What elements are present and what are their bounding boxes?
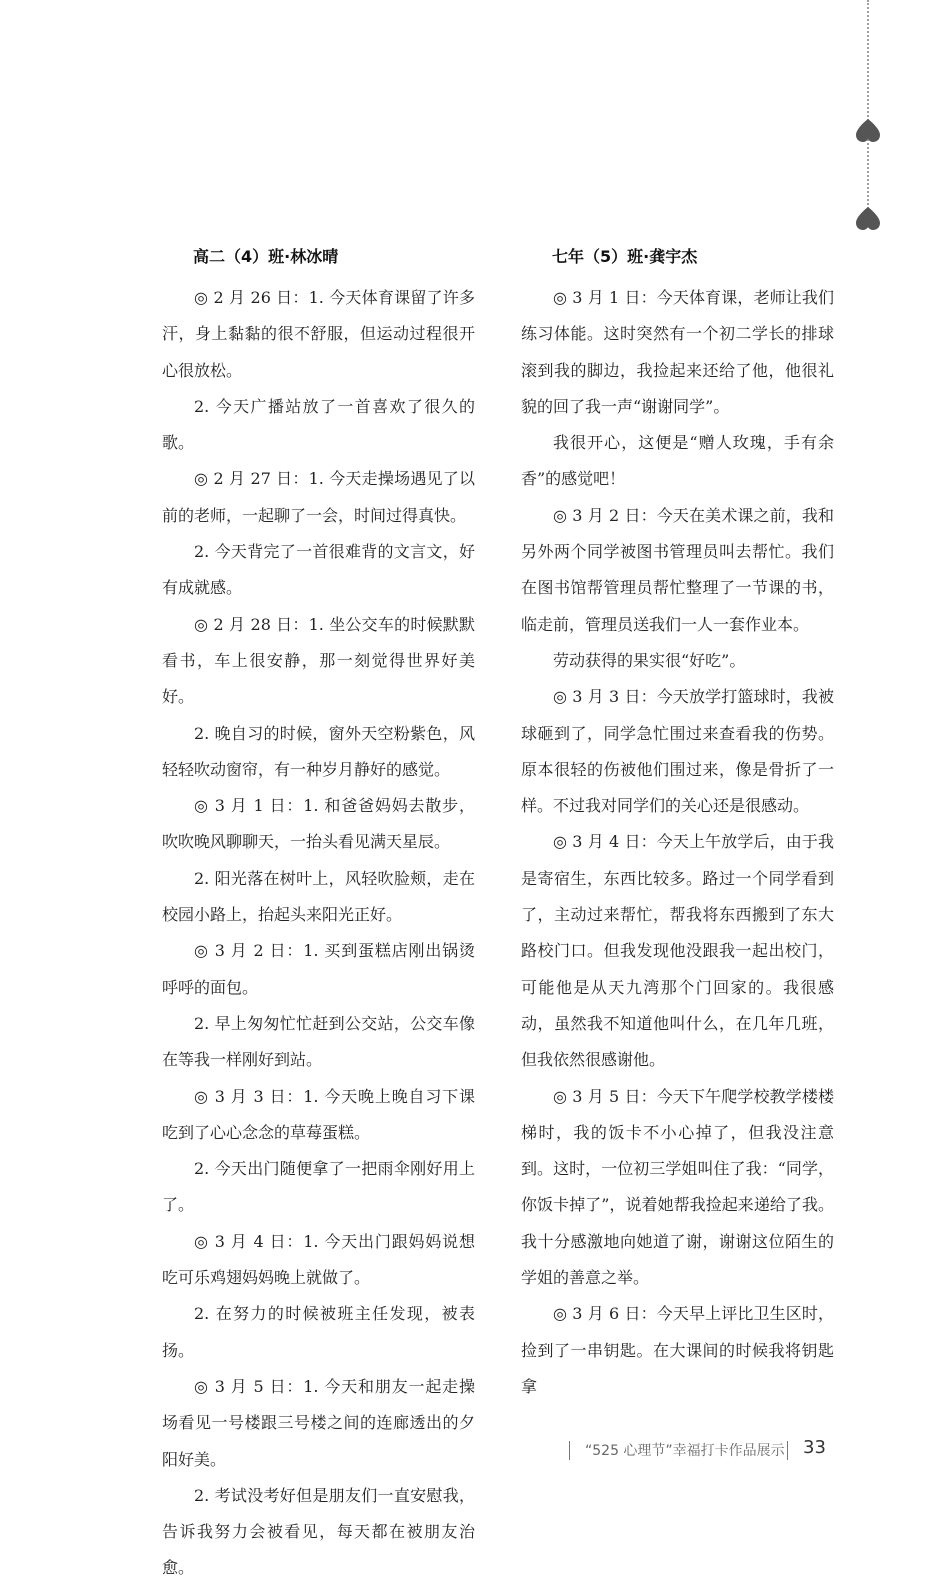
- diary-paragraph: ◎ 3 月 3 日：今天放学打篮球时，我被球砸到了，同学急忙围过来查看我的伤势。原本很轻的伤被他们围过来，像是骨折了一样。不过我对同学们的关心还是很感动。: [521, 687, 834, 816]
- diary-paragraph: 2. 今天广播站放了一首喜欢了很久的歌。: [162, 396, 475, 453]
- diary-paragraph: ◎ 3 月 3 日：1. 今天晚上晚自习下课吃到了心心念念的草莓蛋糕。: [162, 1086, 475, 1142]
- diary-paragraph: ◎ 2 月 28 日：1. 坐公交车的时候默默看书，车上很安静，那一刻觉得世界好美好。: [162, 614, 475, 707]
- footer-divider: [787, 1441, 788, 1460]
- diary-paragraph: ◎ 2 月 26 日：1. 今天体育课留了许多汗，身上黏黏的很不舒服，但运动过程很开心很放松。: [162, 288, 475, 380]
- diary-paragraph: ◎ 3 月 1 日：今天体育课，老师让我们练习体能。这时突然有一个初二学长的排球滚到我的脚边，我捡起来还给了他，他很礼貌的回了我一声“谢谢同学”。: [521, 288, 834, 416]
- decorative-dotted-line: [867, 0, 869, 228]
- diary-paragraph: ◎ 3 月 5 日：今天下午爬学校教学楼楼梯时，我的饭卡不小心掉了，但我没注意到。这时，一位初三学姐叫住了我：“同学，你饭卡掉了”，说着她帮我捡起来递给了我。我十分感激地向她道了谢，谢谢这位陌生的学姐的善意之举。: [521, 1086, 834, 1288]
- diary-paragraph: ◎ 3 月 1 日：1. 和爸爸妈妈去散步，吹吹晚风聊聊天，一抬头看见满天星辰。: [162, 796, 475, 852]
- footer-divider: [569, 1441, 570, 1460]
- diary-paragraph: ◎ 3 月 6 日：今天早上评比卫生区时，捡到了一串钥匙。在大课间的时候我将钥匙拿: [521, 1304, 834, 1396]
- page-footer: [565, 1436, 835, 1464]
- page-number: 33: [803, 1437, 826, 1458]
- diary-paragraph: 劳动获得的果实很“好吃”。: [553, 650, 746, 670]
- diary-paragraph: ◎ 2 月 27 日：1. 今天走操场遇见了以前的老师，一起聊了一会，时间过得真快。: [162, 469, 475, 525]
- diary-paragraph: 2. 在努力的时候被班主任发现，被表扬。: [162, 1304, 475, 1360]
- footer-label: “525 心理节”幸福打卡作品展示: [585, 1443, 785, 1459]
- diary-paragraph: 2. 今天背完了一首很难背的文言文，好有成就感。: [162, 542, 475, 598]
- diary-paragraph: 2. 早上匆匆忙忙赶到公交站，公交车像在等我一样刚好到站。: [162, 1013, 475, 1070]
- diary-paragraph: ◎ 3 月 4 日：1. 今天出门跟妈妈说想吃可乐鸡翅妈妈晚上就做了。: [162, 1231, 475, 1288]
- diary-paragraph: 2. 晚自习的时候，窗外天空粉紫色，风轻轻吹动窗帘，有一种岁月静好的感觉。: [162, 723, 475, 779]
- heart-icon: [855, 205, 881, 231]
- diary-paragraph: 2. 今天出门随便拿了一把雨伞刚好用上了。: [162, 1159, 475, 1215]
- diary-paragraph: ◎ 3 月 5 日：1. 今天和朋友一起走操场看见一号楼跟三号楼之间的连廊透出的夕阳好美。: [162, 1376, 475, 1469]
- diary-paragraph: 2. 阳光落在树叶上，风轻吹脸颊，走在校园小路上，抬起头来阳光正好。: [162, 868, 475, 925]
- diary-paragraph: 2. 考试没考好但是朋友们一直安慰我，告诉我努力会被看见，每天都在被朋友治愈。: [162, 1485, 475, 1578]
- left-column-title: 高二（4）班·林冰晴: [193, 247, 339, 266]
- heart-icon: [855, 117, 881, 143]
- diary-paragraph: ◎ 3 月 4 日：今天上午放学后，由于我是寄宿生，东西比较多。路过一个同学看到了，主动过来帮忙，帮我将东西搬到了东大路校门口。但我发现他没跟我一起出校门，可能他是从天九湾那个门回家的。我很感动，虽然我不知道他叫什么，在几年几班，但我依然很感谢他。: [521, 832, 834, 1070]
- right-column-title: 七年（5）班·龚宇杰: [552, 247, 698, 266]
- right-column: [521, 244, 834, 1405]
- diary-paragraph: ◎ 3 月 2 日：今天在美术课之前，我和另外两个同学被图书管理员叫去帮忙。我们在图书馆帮管理员帮忙整理了一节课的书，临走前，管理员送我们一人一套作业本。: [521, 505, 834, 634]
- left-column: [162, 244, 475, 1587]
- diary-paragraph: 我很开心，这便是“赠人玫瑰，手有余香”的感觉吧！: [521, 433, 834, 489]
- diary-paragraph: ◎ 3 月 2 日：1. 买到蛋糕店刚出锅烫呼呼的面包。: [162, 941, 475, 997]
